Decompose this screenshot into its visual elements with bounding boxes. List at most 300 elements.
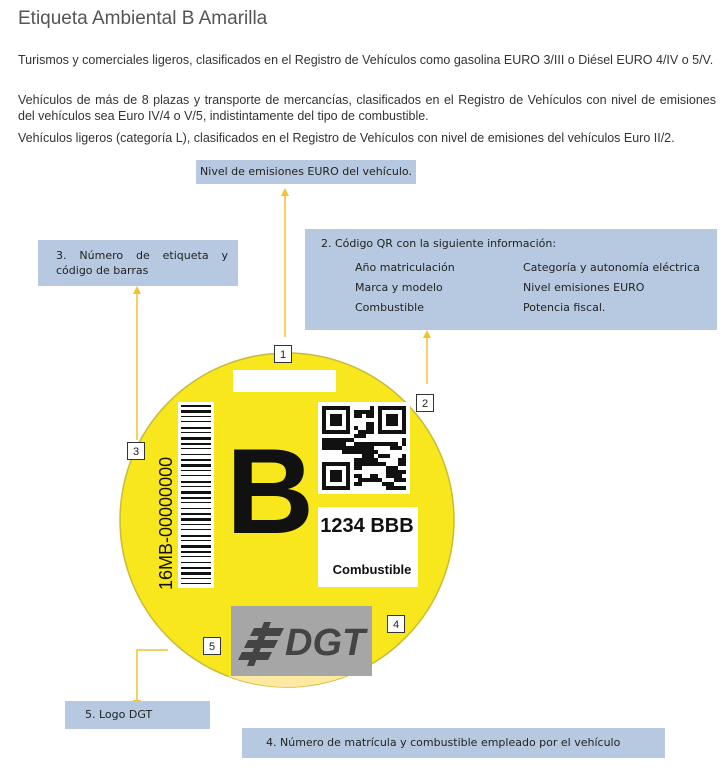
serial-number: 16MB-00000000 [156, 456, 176, 590]
qr-module [358, 474, 362, 478]
barcode-bar [181, 497, 211, 499]
qr-module [370, 454, 374, 458]
qr-module [358, 442, 362, 446]
qr-item: Combustible [355, 301, 424, 314]
qr-module [334, 478, 338, 482]
qr-module [402, 430, 406, 434]
barcode-bar [181, 545, 211, 548]
qr-module [358, 462, 362, 466]
qr-module [370, 462, 374, 466]
qr-module [394, 474, 398, 478]
qr-module [334, 474, 338, 478]
qr-module [346, 462, 350, 466]
barcode-bar [181, 486, 211, 487]
qr-module [366, 430, 370, 434]
qr-module [402, 470, 406, 474]
qr-module [390, 482, 394, 486]
qr-module [346, 430, 350, 434]
qr-module [326, 462, 330, 466]
qr-module [338, 406, 342, 410]
qr-module [346, 426, 350, 430]
qr-module [322, 446, 326, 450]
qr-module [362, 434, 366, 438]
qr-module [322, 478, 326, 482]
qr-module [322, 470, 326, 474]
qr-module [322, 482, 326, 486]
qr-module [374, 478, 378, 482]
qr-module [322, 406, 326, 410]
qr-module [386, 422, 390, 426]
arrow-head-2 [423, 330, 431, 338]
qr-module [358, 482, 362, 486]
qr-module [334, 486, 338, 490]
qr-module [402, 486, 406, 490]
qr-module [330, 442, 334, 446]
qr-module [346, 422, 350, 426]
qr-module [330, 406, 334, 410]
barcode-bar [181, 578, 211, 579]
qr-module [350, 446, 354, 450]
barcode [178, 402, 214, 588]
qr-module [382, 430, 386, 434]
qr-module [402, 414, 406, 418]
barcode-bar [181, 513, 211, 515]
arrow-head-3 [133, 286, 141, 294]
qr-module [346, 486, 350, 490]
qr-module [398, 470, 402, 474]
qr-module [370, 446, 374, 450]
barcode-bar [181, 416, 211, 417]
barcode-bar [181, 567, 211, 569]
qr-module [378, 418, 382, 422]
qr-module [334, 414, 338, 418]
barcode-bar [181, 459, 211, 461]
qr-module [346, 466, 350, 470]
qr-module [354, 442, 358, 446]
qr-module [366, 450, 370, 454]
qr-module [378, 414, 382, 418]
qr-module [342, 430, 346, 434]
marker-4: 4 [387, 615, 405, 633]
fuel-text: Combustible [332, 562, 412, 577]
qr-module [390, 470, 394, 474]
qr-module [354, 410, 358, 414]
qr-module [322, 442, 326, 446]
qr-module [382, 482, 386, 486]
qr-module [346, 438, 350, 442]
qr-module [354, 414, 358, 418]
callout-barcode [38, 240, 238, 286]
qr-module [386, 454, 390, 458]
qr-module [322, 410, 326, 414]
qr-module [386, 430, 390, 434]
qr-module [354, 426, 358, 430]
qr-module [394, 442, 398, 446]
qr-module [394, 466, 398, 470]
callout-qr-heading: 2. Código QR con la siguiente información: [321, 237, 557, 250]
qr-module [382, 406, 386, 410]
qr-module [374, 458, 378, 462]
qr-module [394, 486, 398, 490]
qr-module [338, 418, 342, 422]
qr-module [398, 478, 402, 482]
callout-emission-level [196, 160, 416, 184]
qr-module [378, 430, 382, 434]
barcode-bar [181, 583, 211, 584]
barcode-bar [181, 491, 211, 494]
qr-module [346, 406, 350, 410]
qr-module [358, 434, 362, 438]
barcode-bar [181, 572, 211, 575]
qr-module [354, 462, 358, 466]
qr-module [354, 466, 358, 470]
qr-module [334, 422, 338, 426]
qr-module [330, 474, 334, 478]
qr-module [358, 410, 362, 414]
qr-module [362, 450, 366, 454]
qr-module [334, 446, 338, 450]
barcode-bar [181, 448, 211, 449]
qr-module [326, 438, 330, 442]
qr-module [334, 406, 338, 410]
qr-module [402, 406, 406, 410]
qr-module [338, 462, 342, 466]
barcode-bar [181, 410, 211, 413]
qr-module [342, 442, 346, 446]
qr-module [322, 426, 326, 430]
barcode-bar [181, 562, 211, 563]
qr-module [378, 406, 382, 410]
qr-module [378, 462, 382, 466]
qr-module [366, 426, 370, 430]
qr-module [382, 462, 386, 466]
qr-module [338, 470, 342, 474]
qr-module [386, 406, 390, 410]
qr-module [334, 442, 338, 446]
qr-module [390, 422, 394, 426]
barcode-bar [181, 535, 211, 537]
barcode-bar [181, 529, 211, 530]
qr-module [338, 438, 342, 442]
marker-2: 2 [416, 394, 434, 412]
qr-module [366, 422, 370, 426]
qr-module [386, 486, 390, 490]
qr-module [398, 486, 402, 490]
barcode-bar [181, 454, 211, 455]
qr-module [386, 482, 390, 486]
qr-module [346, 474, 350, 478]
qr-module [322, 474, 326, 478]
qr-module [342, 462, 346, 466]
qr-module [378, 454, 382, 458]
qr-module [390, 406, 394, 410]
qr-module [370, 442, 374, 446]
qr-module [362, 462, 366, 466]
qr-module [370, 430, 374, 434]
qr-module [334, 430, 338, 434]
qr-module [346, 410, 350, 414]
qr-module [338, 486, 342, 490]
qr-module [374, 474, 378, 478]
qr-module [354, 482, 358, 486]
barcode-bar [181, 481, 211, 483]
qr-module [346, 482, 350, 486]
qr-module [390, 474, 394, 478]
qr-module [370, 414, 374, 418]
qr-module [326, 446, 330, 450]
qr-module [322, 422, 326, 426]
qr-module [322, 414, 326, 418]
qr-module [358, 458, 362, 462]
qr-module [390, 430, 394, 434]
qr-module [386, 418, 390, 422]
qr-module [342, 438, 346, 442]
callout-emission-level-text: Nivel de emisiones EURO del vehículo. [200, 165, 412, 178]
qr-module [330, 462, 334, 466]
paragraph-2: Vehículos de más de 8 plazas y transporte de mercancías, clasificados en el Registro de Vehículos con nivel de emisiones del vehículos sea Euro IV/4 o V/5, indistintamente del tipo de combustible. [18, 93, 716, 123]
qr-module [394, 470, 398, 474]
qr-module [370, 450, 374, 454]
qr-module [334, 438, 338, 442]
barcode-bar [181, 524, 211, 525]
callout-plate-fuel-text: 4. Número de matrícula y combustible empleado por el vehículo [266, 736, 621, 749]
paragraph-1: Turismos y comerciales ligeros, clasificados en el Registro de Vehículos como gasolina EURO 3/III o Diésel EURO 4/IV o 5/V. [18, 53, 714, 67]
marker-1: 1 [274, 345, 292, 363]
barcode-background [178, 402, 214, 588]
qr-module [322, 418, 326, 422]
qr-module [358, 450, 362, 454]
qr-item: Nivel emisiones EURO [523, 281, 645, 294]
qr-module [370, 478, 374, 482]
qr-module [390, 418, 394, 422]
qr-module [402, 442, 406, 446]
qr-module [358, 478, 362, 482]
qr-item: Año matriculación [355, 261, 455, 274]
qr-module [386, 470, 390, 474]
qr-module [362, 478, 366, 482]
qr-module [338, 430, 342, 434]
qr-module [330, 422, 334, 426]
qr-module [330, 446, 334, 450]
qr-module [374, 462, 378, 466]
qr-item: Categoría y autonomía eléctrica [523, 261, 700, 274]
qr-module [326, 406, 330, 410]
qr-module [322, 486, 326, 490]
qr-module [402, 462, 406, 466]
label-letter: B [226, 423, 315, 559]
qr-module [330, 418, 334, 422]
qr-module [370, 422, 374, 426]
qr-module [382, 454, 386, 458]
qr-module [390, 442, 394, 446]
qr-module [394, 406, 398, 410]
qr-module [342, 406, 346, 410]
qr-module [398, 458, 402, 462]
qr-module [362, 458, 366, 462]
qr-module [354, 446, 358, 450]
qr-module [326, 442, 330, 446]
qr-module [366, 454, 370, 458]
connector-5 [137, 650, 168, 702]
qr-module [338, 414, 342, 418]
barcode-bar [181, 432, 211, 433]
barcode-bar [181, 518, 211, 521]
marker-5: 5 [203, 637, 221, 655]
qr-module [354, 474, 358, 478]
qr-module [366, 410, 370, 414]
barcode-bar [181, 464, 211, 467]
qr-module [338, 422, 342, 426]
barcode-bar [181, 475, 211, 476]
qr-module [394, 478, 398, 482]
qr-module [326, 430, 330, 434]
qr-module [346, 478, 350, 482]
qr-module [398, 462, 402, 466]
qr-module [366, 446, 370, 450]
barcode-bar [181, 551, 211, 553]
qr-module [362, 446, 366, 450]
qr-module [378, 422, 382, 426]
qr-item: Potencia fiscal. [523, 301, 606, 314]
qr-module [346, 414, 350, 418]
qr-module [338, 474, 342, 478]
qr-module [366, 462, 370, 466]
qr-module [330, 430, 334, 434]
qr-module [374, 450, 378, 454]
callout-dgt-logo-text: 5. Logo DGT [85, 708, 153, 721]
qr-module [322, 438, 326, 442]
qr-module [350, 438, 354, 442]
qr-module [358, 430, 362, 434]
qr-module [342, 446, 346, 450]
qr-module [402, 410, 406, 414]
qr-module [370, 406, 374, 410]
qr-module [374, 442, 378, 446]
qr-module [330, 470, 334, 474]
qr-module [390, 414, 394, 418]
qr-module [370, 426, 374, 430]
qr-module [402, 478, 406, 482]
qr-module [338, 478, 342, 482]
qr-module [398, 474, 402, 478]
qr-module [390, 486, 394, 490]
qr-module [358, 414, 362, 418]
qr-module [322, 462, 326, 466]
barcode-bar [181, 421, 211, 422]
qr-module [386, 474, 390, 478]
qr-module [394, 418, 398, 422]
qr-module [350, 450, 354, 454]
page-title: Etiqueta Ambiental B Amarilla [18, 8, 268, 29]
qr-module [322, 430, 326, 434]
qr-module [366, 478, 370, 482]
paragraph-3: Vehículos ligeros (categoría L), clasificados en el Registro de Vehículos con nivel de emisiones del vehículos Euro II/2. [18, 131, 675, 145]
qr-module [378, 410, 382, 414]
qr-module [326, 486, 330, 490]
qr-module [358, 466, 362, 470]
barcode-bar [181, 443, 211, 445]
barcode-bar [181, 508, 211, 509]
dgt-logo-text: DGT [285, 622, 366, 664]
callout-barcode-text: 3. Número de etiqueta y código de barras [56, 249, 228, 277]
qr-module [398, 446, 402, 450]
qr-module [334, 470, 338, 474]
callout-dgt-logo [65, 701, 210, 729]
qr-module [382, 442, 386, 446]
qr-module [322, 466, 326, 470]
qr-module [366, 442, 370, 446]
qr-module [394, 422, 398, 426]
qr-item: Marca y modelo [355, 281, 443, 294]
barcode-bar [181, 502, 211, 503]
qr-module [354, 434, 358, 438]
qr-module [370, 410, 374, 414]
qr-module [370, 474, 374, 478]
qr-module [366, 414, 370, 418]
qr-module [394, 414, 398, 418]
qr-module [402, 418, 406, 422]
qr-module [402, 438, 406, 442]
marker-3: 3 [127, 442, 145, 460]
callout-qr [305, 229, 717, 330]
qr-module [338, 446, 342, 450]
qr-module [346, 470, 350, 474]
qr-module [346, 450, 350, 454]
qr-module [330, 478, 334, 482]
qr-module [330, 438, 334, 442]
qr-module [386, 442, 390, 446]
qr-module [330, 486, 334, 490]
qr-module [334, 462, 338, 466]
qr-module [354, 458, 358, 462]
qr-module [394, 446, 398, 450]
qr-module [354, 450, 358, 454]
qr-module [390, 466, 394, 470]
qr-module [346, 418, 350, 422]
qr-module [370, 458, 374, 462]
plate-number: 1234 BBB [320, 515, 414, 537]
qr-module [362, 430, 366, 434]
barcode-bar [181, 427, 211, 429]
qr-module [362, 454, 366, 458]
qr-module [342, 450, 346, 454]
qr-module [402, 458, 406, 462]
qr-module [386, 466, 390, 470]
qr-module [394, 430, 398, 434]
callout-plate-fuel [242, 728, 665, 758]
qr-module [378, 426, 382, 430]
qr-module [398, 406, 402, 410]
qr-module [398, 430, 402, 434]
qr-module [362, 410, 366, 414]
qr-module [390, 446, 394, 450]
qr-module [362, 442, 366, 446]
qr-module [378, 442, 382, 446]
qr-module [338, 442, 342, 446]
qr-module [366, 458, 370, 462]
barcode-bar [181, 556, 211, 557]
arrow-head-1 [281, 188, 289, 196]
barcode-bar [181, 470, 211, 471]
qr-module [330, 414, 334, 418]
qr-module [378, 478, 382, 482]
qr-module [402, 422, 406, 426]
qr-module [386, 414, 390, 418]
white-slot [233, 370, 336, 392]
barcode-bar [181, 437, 211, 440]
qr-module [358, 446, 362, 450]
barcode-bar [181, 540, 211, 541]
